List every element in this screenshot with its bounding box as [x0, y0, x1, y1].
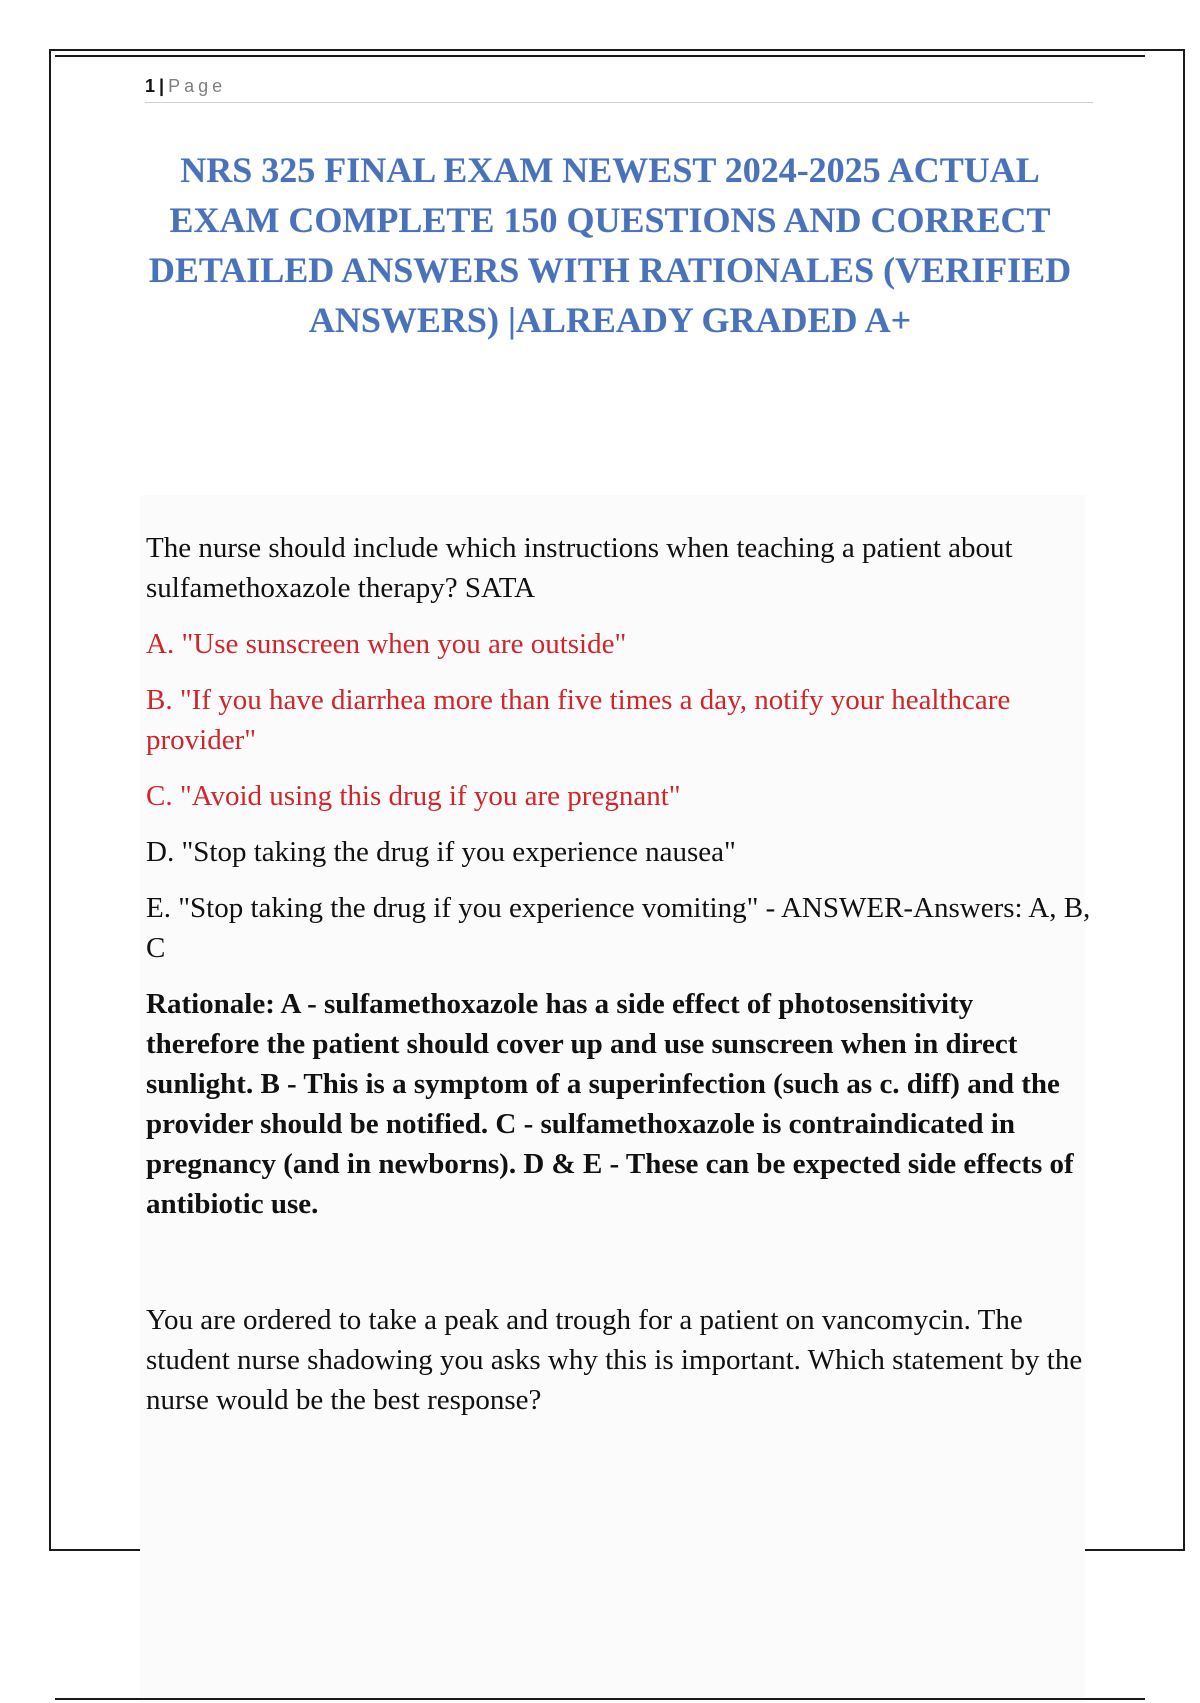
- document-title: NRS 325 FINAL EXAM NEWEST 2024-2025 ACTUAL EXAM COMPLETE 150 QUESTIONS AND CORRECT DETAILED ANSWERS WITH RATIONALES (VERIFIED ANSWERS) |ALREADY GRADED A+: [148, 150, 1072, 340]
- page-number: 1: [145, 76, 156, 96]
- question-1-stem: The nurse should include which instructions when teaching a patient about sulfamethoxazole therapy? SATA: [146, 532, 1013, 604]
- option-c: C. "Avoid using this drug if you are pregnant": [146, 780, 681, 812]
- page-header: [145, 74, 1093, 103]
- page-label: Page: [168, 76, 227, 96]
- question-1: [146, 528, 1091, 1240]
- option-a: A. "Use sunscreen when you are outside": [146, 628, 627, 660]
- top-rule: [55, 55, 1145, 57]
- option-e-answer: E. "Stop taking the drug if you experience vomiting" - ANSWER-Answers: A, B, C: [146, 892, 1091, 964]
- question-2-stem: You are ordered to take a peak and trough for a patient on vancomycin. The student nurse shadowing you asks why this is important. Which statement by the nurse would be the best response?: [146, 1304, 1083, 1416]
- option-b: B. "If you have diarrhea more than five times a day, notify your healthcare provider": [146, 684, 1011, 756]
- option-d: D. "Stop taking the drug if you experience nausea": [146, 836, 736, 868]
- rationale: Rationale: A - sulfamethoxazole has a side effect of photosensitivity therefore the patient should cover up and use sunscreen when in direct sunlight. B - This is a symptom of a superinfection (such as c. diff) and the provider should be notified. C - sulfamethoxazole is contraindicated in pregnancy (and in newborns). D & E - These can be expected side effects of antibiotic use.: [146, 988, 1074, 1220]
- page-separator: |: [159, 76, 165, 96]
